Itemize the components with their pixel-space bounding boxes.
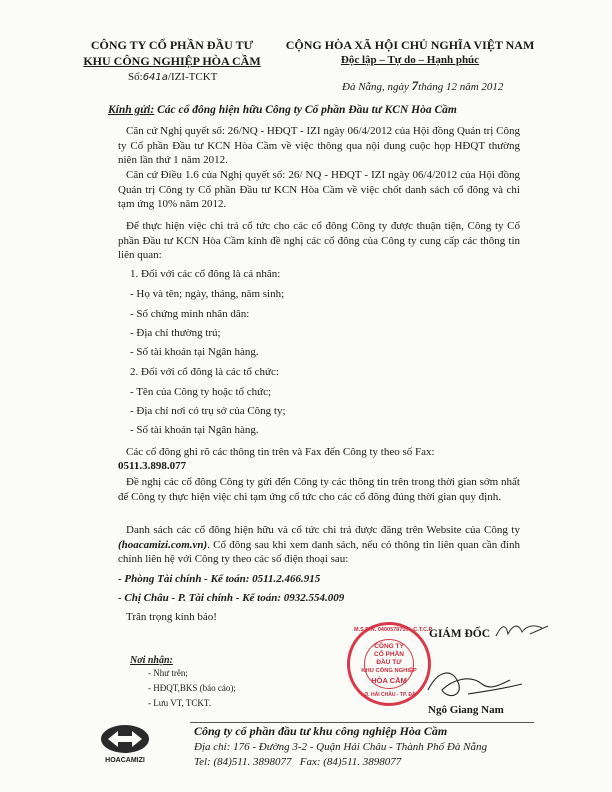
seal-line4: KHU CÔNG NGHIỆP [361,668,417,674]
seal-line3: ĐẦU TƯ [376,659,402,666]
date-prefix: Đà Nẵng, ngày [342,81,409,93]
recipient-text: Các cổ đông hiện hữu Công ty Cổ phần Đầu tư KCN Hòa Cầm [157,104,457,116]
footer-contact [194,756,401,768]
list-item: - Địa chỉ nơi có trụ sở của Công ty; [130,405,286,417]
list-item: - Địa chỉ thường trú; [130,327,221,339]
signature-title: GIÁM ĐỐC [429,628,491,640]
list-item: - Tên của Công ty hoặc tổ chức; [130,386,272,398]
seal-ring-text: M.S.D.N. 0400578759 - C.T.C.P [354,627,433,633]
recipients-label: Nơi nhận: [130,655,173,666]
date-day-handwritten: 7 [411,78,419,93]
contact-chau: - Chị Châu - P. Tài chính - Kế toán: 0932.554.009 [118,592,345,604]
recipient-line [108,104,457,116]
seal-line2: CỔ PHẦN [374,651,404,658]
list-item: 1. Đối với các cổ đông là cá nhân: [130,268,281,280]
document-number [128,71,217,83]
recipient-label: Kính gửi: [108,104,155,116]
paragraph-basis-1 [118,124,520,168]
footer-fax: Fax: (84)511. 3898077 [299,756,402,768]
recipient-item: - Lưu VT, TCKT. [148,698,211,708]
doc-number-handwritten: 641a [142,72,168,83]
fax-number: 0511.3.898.077 [118,460,187,472]
signature-scribble [418,660,528,708]
signer-name: Ngô Giang Nam [428,704,504,716]
closing-greeting: Trân trọng kính báo! [126,611,217,623]
website-text-a: Danh sách các cổ đông hiện hữu và cổ tức chi trả được đăng trên Website của Công ty [126,524,520,536]
footer-rule [190,722,534,723]
footer-address: Địa chỉ: 176 - Đường 3-2 - Quận Hải Châu - Thành Phố Đà Nẵng [194,741,487,753]
recipient-item: - Như trên; [148,668,188,678]
paragraph-request-text: Để thực hiện việc chi trả cổ tức cho các cổ đông Công ty được thuận tiện, Công ty Cổ phần Đầu tư KCN Hòa Cầm kính đề nghị các cổ đông của Công ty cung cấp các thông tin liên quan: [118,220,520,261]
paragraph-basis-1-text: Căn cứ Nghị quyết số: 26/NQ - HĐQT - IZI ngày 06/4/2012 của Hội đồng Quản trị Công ty Cổ phần Đầu tư KCN Hòa Cầm về việc thông qua nội dung cuộc họp HĐQT thường niên lần thứ 1 năm 2012. [118,125,520,166]
paragraph-website [118,523,520,567]
logo-text: HOACAMIZI [105,757,145,764]
footer-phone: Tel: (84)511. 3898077 [194,756,292,768]
nation-motto-text: Độc lập – Tự do – Hạnh phúc [340,54,480,66]
date-suffix: tháng 12 năm 2012 [418,81,504,93]
nation-motto [284,54,536,66]
footer-company: Công ty cổ phần đầu tư khu công nghiệp Hòa Cầm [194,724,448,738]
list-item: 2. Đối với cổ đông là các tổ chức: [130,366,279,378]
paragraph-basis-2 [118,168,520,212]
list-item: - Số tài khoản tại Ngân hàng. [130,346,259,358]
paragraph-deadline-text: Đề nghị các cổ đông Công ty gửi đến Công ty các thông tin trên trong thời gian sớm nhất để Công ty thực hiện việc chi tạm ứng cổ tức cho các cổ đông đúng thời gian quy định. [118,476,520,503]
paragraph-basis-2-text: Căn cứ Điều 1.6 của Nghị quyết số: 26/ NQ - HĐQT - IZI ngày 06/4/2012 của Hội đồng Quản trị Công ty Cổ phần Đầu tư KCN Hòa Cầm về việc chốt danh sách cổ đông và chi tạm ứng 10% năm 2012. [118,169,520,210]
company-logo-icon [98,722,152,756]
seal-line5: HÒA CẦM [371,676,407,685]
nation-title: CỘNG HÒA XÃ HỘI CHỦ NGHĨA VIỆT NAM [285,38,535,52]
recipient-item: - HĐQT,BKS (báo cáo); [148,683,236,693]
paragraph-request [118,219,520,263]
seal-ring-bottom: Q. HẢI CHÂU - TP. ĐÀ [364,692,416,698]
document-date [342,78,503,94]
company-name-line1: CÔNG TY CỔ PHẦN ĐẦU TƯ [90,38,254,52]
list-item: - Họ và tên; ngày, tháng, năm sinh; [130,288,285,300]
seal-line1: CÔNG TY [374,643,404,650]
fax-text: Các cổ đông ghi rõ các thông tin trên và Fax đến Công ty theo số Fax: [126,446,435,458]
list-item: - Số tài khoản tại Ngân hàng. [130,424,259,436]
list-item: - Số chứng minh nhân dân: [130,308,250,320]
website-link: (hoacamizi.com.vn) [118,538,208,551]
company-name-line2: KHU CÔNG NGHIỆP HÒA CẦM [83,54,261,68]
paragraph-deadline [118,475,520,504]
doc-number-label: Số: [128,71,143,83]
paragraph-fax [118,445,520,460]
initials-mark [492,618,552,642]
website-text-b: . Cổ đông sau khi xem danh sách, nếu có thông tin liên quan cần đính chính liên hệ với Công ty theo các số điện thoại sau: [118,538,520,565]
doc-number-suffix: /IZI-TCKT [167,71,218,83]
contact-finance: - Phòng Tài chính - Kế toán: 0511.2.466.915 [118,573,321,585]
company-logo [98,722,152,766]
